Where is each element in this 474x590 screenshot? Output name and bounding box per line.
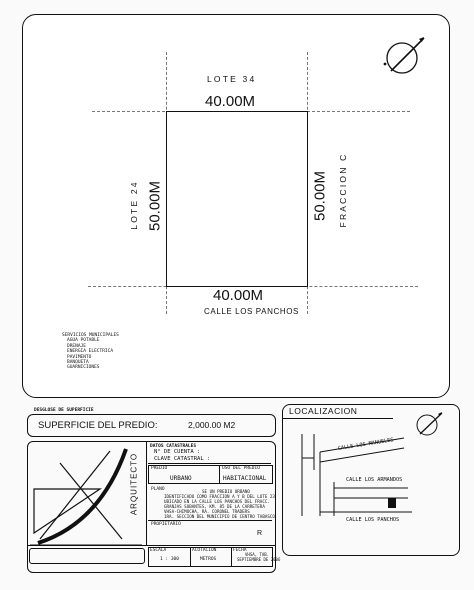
location-map <box>284 420 456 520</box>
escala-value: 1 : 300 <box>160 557 179 562</box>
neighbor-top-label: LOTE 34 <box>207 74 257 84</box>
dim-left: 50.00M <box>146 180 164 232</box>
blank-cell <box>29 548 145 564</box>
fecha-line: VHSA, TAB. <box>245 552 270 557</box>
plano-description <box>164 490 275 519</box>
street-label: CALLE LOS PANCHOS <box>204 307 299 316</box>
services-block <box>62 333 119 371</box>
catastral-clave: CLAVE CATASTRAL : <box>154 456 211 462</box>
surface-value: 2,000.00 M2 <box>188 420 236 430</box>
description-line: 1RA. SECCION DEL MUNICIPIO DE CENTRO TABASCO <box>164 513 275 519</box>
propietario-line <box>148 520 272 521</box>
propietario-label: PROPIETARIO <box>151 522 181 527</box>
description-line: GRANJAS SOBANTES, KM. 85 DE LA CARRETERA <box>164 503 265 509</box>
fecha-value <box>237 553 280 562</box>
location-title-line <box>283 418 393 419</box>
description-line: UBICADO EN LA CALLE LOS PANCHOS DEL FRACC. <box>164 498 270 504</box>
predio-value: URBANO <box>170 475 192 482</box>
plano-label: PLANO <box>151 487 165 492</box>
lot-rectangle <box>166 111 308 287</box>
description-line: SE UN PREDIO URBANO <box>202 489 250 494</box>
service-item: DRENAJE <box>67 343 86 349</box>
neighbor-right-label: FRACCION C <box>338 152 348 228</box>
acotacion-value: METROS <box>200 557 217 562</box>
service-item: PAVIMENTO <box>67 354 92 360</box>
escala-label: ESCALA <box>150 548 167 553</box>
surface-label: SUPERFICIE DEL PREDIO: <box>38 420 158 431</box>
description-line: IDENTIFICADO COMO FRACCION A Y B DEL LOTE 23 <box>164 493 275 499</box>
r-mark: R <box>257 530 263 537</box>
service-item: GUARNICIONES <box>67 365 100 371</box>
street-label-panchos: CALLE LOS PANCHOS <box>346 517 400 523</box>
architect-label: ARQUITECTO <box>129 452 139 516</box>
description-line: VHSA-CHIMOCHA, RA. CORONEL TRADERS <box>164 508 250 514</box>
services-title: SERVICIOS MUNICIPALES <box>62 333 119 338</box>
catastral-cuenta: N° DE CUENTA : <box>154 449 201 455</box>
predio-label: PREDIO <box>151 466 168 471</box>
street-label-armandos: CALLE LOS ARMANDOS <box>346 477 403 483</box>
fecha-line: SEPTIEMBRE DE 2006 <box>237 556 281 562</box>
uso-value: HABITACIONAL <box>223 475 267 482</box>
catastral-header: DATOS CATASTRALES <box>150 444 197 449</box>
street-label-manueles: CALLE LOS MANUELES <box>337 437 394 452</box>
architect-logo <box>30 443 144 547</box>
dim-top: 40.00M <box>205 93 256 110</box>
bottom-row-line <box>27 545 275 546</box>
location-title: LOCALIZACION <box>289 406 358 416</box>
surface-header: DESGLOSE DE SUPERFICIE <box>34 408 94 413</box>
dim-bottom: 40.00M <box>213 287 264 304</box>
dim-right: 50.00M <box>311 170 329 222</box>
north-arrow-icon <box>378 34 428 78</box>
uso-label: USO DEL PREDIO <box>222 466 260 471</box>
titleblock-divider <box>146 441 147 545</box>
service-item: BANQUETA <box>67 360 89 366</box>
service-item: ENERGIA ELECTRICA <box>67 349 114 355</box>
neighbor-left-label: LOTE 24 <box>129 180 139 230</box>
service-item: AGUA POTABLE <box>67 338 100 344</box>
fecha-label: FECHA <box>233 548 247 553</box>
acotacion-label: ACOTACION <box>192 548 217 553</box>
